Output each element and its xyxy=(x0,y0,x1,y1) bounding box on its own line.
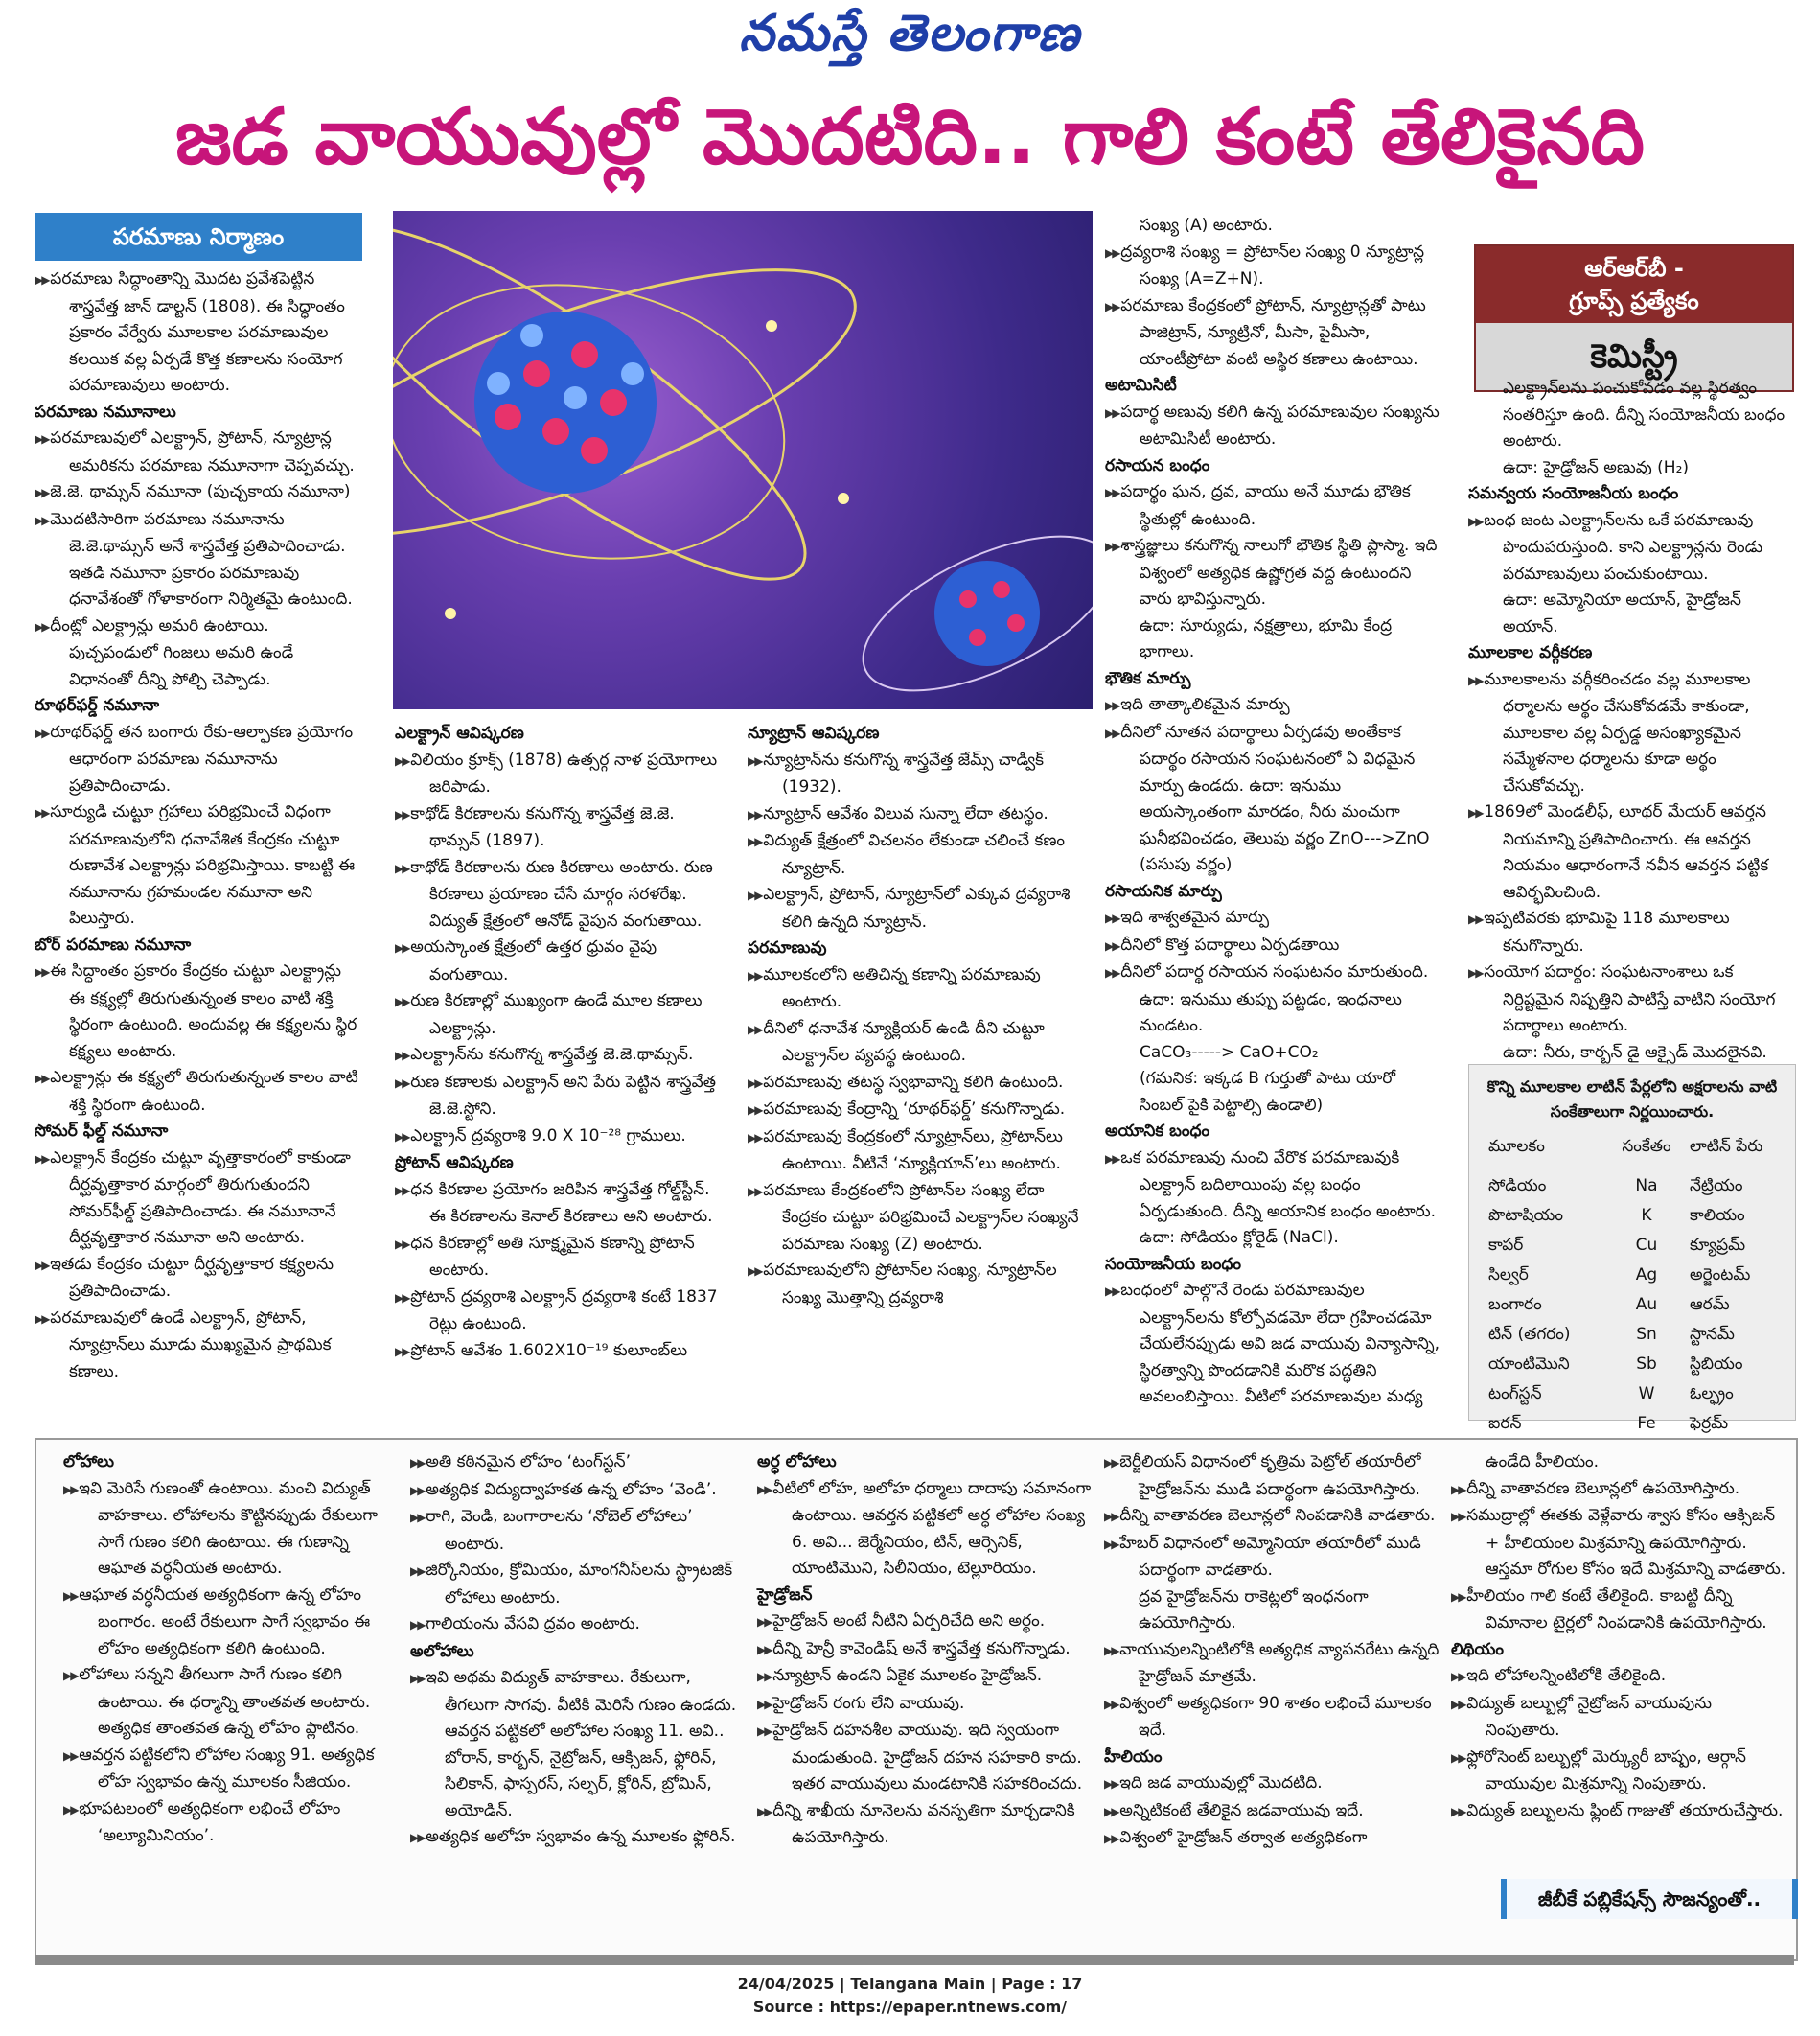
column-1 xyxy=(35,266,362,1385)
paragraph: ▶▶ ఇది జడ వాయువుల్లో మొదటిది. xyxy=(1104,1770,1440,1798)
latin-name: ఫెర్రమ్ xyxy=(1690,1414,1729,1433)
paragraph: ▶▶ పరమాణువు తటస్థ స్వభావాన్ని కలిగి ఉంటుంది. xyxy=(748,1070,1085,1098)
paragraph: ▶▶ పరమాణు కేంద్రకంలో ప్రోటాన్, న్యూట్రాన్లతో పాటు పాజిట్రాన్, న్యూట్రినో, మీసా, పైమీసా, యాంటీప్రోటా వంటి అస్థిర కణాలు ఉంటాయి. xyxy=(1105,293,1442,374)
paragraph: ఉదా: నీరు, కార్బన్ డై ఆక్సైడ్ మొదలైనవి. xyxy=(1503,1042,1767,1062)
symbols-title: కొన్ని మూలకాల లాటిన్ పేర్లలోని అక్షరాలను వాటి సంకేతాలుగా నిర్ణయించారు. xyxy=(1486,1077,1778,1121)
paragraph: ▶▶ న్యూట్రాన్‌ను కనుగొన్న శాస్త్రవేత్త జేమ్స్ చాడ్విక్ (1932). xyxy=(748,748,1085,801)
paragraph: ▶▶ కాథోడ్ కిరణాలను రుణ కిరణాలు అంటారు. రుణ కిరణాలు ప్రయాణం చేసే మార్గం సరళరేఖ. విద్యుత్ క్షేత్రంలో ఆనోడ్ వైపున వంగుతాయి. xyxy=(395,855,726,936)
element-name: పొటాషియం xyxy=(1488,1206,1563,1225)
paragraph: ▶▶ రుణ కణాలకు ఎలక్ట్రాన్ అని పేరు పెట్టిన శాస్త్రవేత్త జె.జె.స్టోని. xyxy=(395,1070,726,1123)
paragraph: ▶▶ పరమాణువు కేంద్రకంలో న్యూట్రాన్‌లు, ప్రోటాన్‌లు ఉంటాయి. వీటినే ‘న్యూక్లియాన్’లు అంటారు. xyxy=(748,1124,1085,1178)
element-name: యాంటిమొని xyxy=(1488,1354,1570,1374)
subheading: హీలియం xyxy=(1104,1747,1163,1767)
subheading: అయానిక బంధం xyxy=(1105,1122,1210,1141)
subheading: న్యూట్రాన్ ఆవిష్కరణ xyxy=(748,724,880,743)
paragraph: ఎలక్ట్రాన్‌లను పంచుకోవడం వల్ల స్థిరత్వం సంతరిస్తూ ఉంది. దీన్ని సంయోజనీయ బంధం అంటారు. xyxy=(1503,379,1785,451)
paragraph: ▶▶ ఇది లోహాలన్నింటిలోకి తేలికైంది. xyxy=(1451,1663,1786,1691)
paragraph: ▶▶ ద్రవ్యరాశి సంఖ్య = ప్రోటాన్‌ల సంఖ్య 0 న్యూట్రాన్ల సంఖ్య (A=Z+N). xyxy=(1105,240,1442,293)
paragraph: ▶▶ మూలకంలోని అతిచిన్న కణాన్ని పరమాణువు అంటారు. xyxy=(748,962,1085,1016)
masthead: నమస్తే తెలంగాణ xyxy=(739,4,1081,62)
paragraph: ▶▶ ఆఘాత వర్ధనీయత అత్యధికంగా ఉన్న లోహం బంగారం. అంటే రేకులుగా సాగే స్వభావం ఈ లోహం అత్యధికంగా కలిగి ఉంటుంది. xyxy=(63,1583,399,1663)
paragraph: ▶▶ మొదటిసారిగా పరమాణు నమూనాను జె.జె.థామ్సన్ అనే శాస్త్రవేత్త ప్రతిపాదించాడు. ఇతడి నమూనా ప్రకారం పరమాణువు ధనావేశంతో గోళాకారంగా నిర్మితమై ఉంటుంది. xyxy=(35,507,362,613)
footer-source: Source : https://epaper.ntnews.com/ xyxy=(752,1998,1068,2016)
paragraph: ▶▶ న్యూట్రాన్ ఉండని ఏకైక మూలకం హైడ్రోజన్. xyxy=(757,1663,1093,1691)
paragraph: ▶▶ ఫ్లోరోసెంట్ బల్బుల్లో మెర్క్యురీ బాష్పం, ఆర్గాన్ వాయువుల మిశ్రమాన్ని నింపుతారు. xyxy=(1451,1745,1786,1798)
footer-bar xyxy=(35,1955,1794,1965)
subheading: రూథర్‌ఫర్డ్ నమూనా xyxy=(35,696,160,715)
paragraph: ▶▶ ఎలక్ట్రాన్‌ను కనుగొన్న శాస్త్రవేత్త జె.జె.థామ్సన్. xyxy=(395,1042,726,1070)
bottom-column-5 xyxy=(1451,1449,1786,1825)
symbols-row xyxy=(1488,1320,1785,1350)
paragraph: ▶▶ ఇతడు కేంద్రకం చుట్టూ దీర్ఘవృత్తాకార కక్ష్యలను ప్రతిపాదించాడు. xyxy=(35,1252,362,1306)
symbols-row xyxy=(1488,1379,1785,1409)
paragraph: ▶▶ విలియం క్రూక్స్ (1878) ఉత్సర్గ నాళ ప్రయోగాలు జరిపాడు. xyxy=(395,748,726,801)
subheading: రసాయన బంధం xyxy=(1105,455,1210,475)
latin-name: ఓల్ఫ్రం xyxy=(1690,1384,1734,1403)
latin-name: కాలియం xyxy=(1690,1206,1745,1225)
element-name: బంగారం xyxy=(1488,1295,1542,1314)
paragraph: ▶▶ దీనిలో కొత్త పదార్థాలు ఏర్పడతాయి xyxy=(1105,933,1442,960)
element-name: సోడియం xyxy=(1488,1176,1547,1195)
subheading: భౌతిక మార్పు xyxy=(1105,668,1191,688)
paragraph: ▶▶ పరమాణువు కేంద్రాన్ని ‘రూథర్‌ఫర్డ్’ కనుగొన్నాడు. xyxy=(748,1097,1085,1124)
paragraph: ద్రవ హైడ్రోజన్‌ను రాకెట్లలో ఇంధనంగా ఉపయోగిస్తారు. xyxy=(1139,1586,1369,1632)
subheading: అలోహాలు xyxy=(410,1641,474,1661)
subheading: అర్ధ లోహాలు xyxy=(757,1452,837,1471)
symbol: Sn xyxy=(1636,1325,1657,1344)
paragraph: ▶▶ రూథర్‌ఫర్డ్ తన బంగారు రేకు-ఆల్ఫాకణ ప్రయోగం ఆధారంగా పరమాణు నమూనాను ప్రతిపాదించాడు. xyxy=(35,720,362,800)
symbol: Sb xyxy=(1636,1354,1657,1374)
paragraph: ▶▶ దీనిలో నూతన పదార్థాలు ఏర్పడవు అంతేకాక పదార్థం రసాయన సంఘటనంలో ఏ విధమైన మార్పు ఉండదు. ఉదా: ఇనుము అయస్కాంతంగా మారడం, నీరు మంచుగా ఘనీభవించడం, తెలుపు వర్ణం ZnO--->ZnO (పసుపు వర్ణం) xyxy=(1105,720,1442,879)
symbols-row xyxy=(1488,1290,1785,1320)
paragraph: ▶▶ అన్నిటికంటే తేలికైన జడవాయువు ఇదే. xyxy=(1104,1798,1440,1826)
latin-name: స్టానమ్ xyxy=(1690,1325,1735,1344)
paragraph: ▶▶ ఎలక్ట్రాన్ ద్రవ్యరాశి 9.0 X 10⁻²⁸ గ్రాములు. xyxy=(395,1123,726,1151)
paragraph: ▶▶ ఇవి అథమ విద్యుత్ వాహకాలు. రేకులుగా, తీగలుగా సాగవు. వీటికి మెరిసే గుణం ఉండదు. ఆవర్తన పట్టికలో అలోహాల సంఖ్య 11. అవి.. బోరాన్, కార్బన్, నైట్రోజన్, ఆక్సిజన్, ఫ్లోరిన్, సిలికాన్, ఫాస్పరస్, సల్ఫర్, క్లోరిన్, బ్రోమిన్, అయోడిన్. xyxy=(410,1665,746,1824)
tab-line-1: ఆర్ఆర్‌బీ - xyxy=(1584,255,1684,282)
subheading: సమన్వయ సంయోజనీయ బంధం xyxy=(1468,484,1679,503)
symbol: Au xyxy=(1635,1295,1658,1314)
paragraph: ▶▶ అయస్కాంత క్షేత్రంలో ఉత్తర ధ్రువం వైపు వంగుతాయి. xyxy=(395,935,726,988)
symbol: Cu xyxy=(1635,1236,1658,1255)
paragraph: ▶▶ ఇది శాశ్వతమైన మార్పు xyxy=(1105,905,1442,933)
paragraph: ▶▶ 1869లో మెండలీఫ్, లూథర్ మేయర్ ఆవర్తన నియమాన్ని ప్రతిపాదించారు. ఈ ఆవర్తన నియమం ఆధారంగానే నవీన ఆవర్తన పట్టిక ఆవిర్భవించింది. xyxy=(1468,799,1794,906)
tab-header xyxy=(1476,246,1792,323)
paragraph: ▶▶ ఆవర్తన పట్టికలోని లోహాల సంఖ్య 91. అత్యధిక లోహ స్వభావం ఉన్న మూలకం సీజియం. xyxy=(63,1743,399,1796)
symbols-header-row xyxy=(1488,1132,1785,1162)
tab-subject: కెమిస్ట్రీ xyxy=(1476,323,1792,390)
symbol: W xyxy=(1638,1384,1655,1403)
symbols-row xyxy=(1488,1171,1785,1201)
paragraph: ▶▶ ఇప్పటివరకు భూమిపై 118 మూలకాలు కనుగొన్నారు. xyxy=(1468,906,1794,960)
subheading: లిథియం xyxy=(1451,1639,1504,1659)
paragraph: ఉదా: సూర్యుడు, నక్షత్రాలు, భూమి కేంద్ర భాగాలు. xyxy=(1140,615,1393,661)
paragraph: ▶▶ పరమాణువులోని ప్రోటాన్‌ల సంఖ్య, న్యూట్రాన్‌ల సంఖ్య మొత్తాన్ని ద్రవ్యరాశి xyxy=(748,1258,1085,1311)
paragraph: ▶▶ పరమాణు సిద్ధాంతాన్ని మొదట ప్రవేశపెట్టిన శాస్త్రవేత్త జాన్ డాల్టన్ (1808). ఈ సిద్ధాంతం ప్రకారం వేర్వేరు మూలకాల పరమాణువుల కలయిక వల్ల ఏర్పడే కొత్త కణాలను సంయోగ పరమాణువులు అంటారు. xyxy=(35,266,362,400)
latin-name: లాటిన్ పేరు xyxy=(1690,1137,1763,1156)
paragraph: ▶▶ విద్యుత్ బల్బులను ఫ్లింట్ గాజుతో తయారుచేస్తారు. xyxy=(1451,1798,1786,1826)
paragraph: ▶▶ ఎలక్ట్రాన్ కేంద్రకం చుట్టూ వృత్తాకారంలో కాకుండా దీర్ఘవృత్తాకార మార్గంలో తిరుగుతుందని సోమర్‌ఫీల్డ్ ప్రతిపాదించాడు. ఈ నమూనానే దీర్ఘవృత్తాకార నమూనా అని అంటారు. xyxy=(35,1145,362,1252)
latin-name: స్టిబియం xyxy=(1690,1354,1743,1374)
element-name: కాపర్ xyxy=(1488,1236,1524,1255)
element-name: ఐరన్ xyxy=(1488,1414,1522,1433)
latin-name: నేట్రియం xyxy=(1690,1176,1743,1195)
paragraph: ▶▶ మూలకాలను వర్గీకరించడం వల్ల మూలకాల ధర్మాలను అర్థం చేసుకోవడమే కాకుండా, మూలకాల వల్ల ఏర్పడ్డ అసంఖ్యాకమైన సమ్మేళనాల ధర్మాలను కూడా అర్థం చేసుకోవచ్చు. xyxy=(1468,667,1794,800)
paragraph: ఉండేది హీలియం. xyxy=(1486,1452,1600,1471)
subheading: పరమాణు నమూనాలు xyxy=(35,402,176,422)
paragraph: ▶▶ పరమాణు కేంద్రకంలోని ప్రోటాన్‌ల సంఖ్య లేదా కేంద్రకం చుట్టూ పరిభ్రమించే ఎలక్ట్రాన్‌ల సంఖ్యనే పరమాణు సంఖ్య (Z) అంటారు. xyxy=(748,1178,1085,1259)
subheading: లోహాలు xyxy=(63,1452,114,1471)
footer-date: 24/04/2025 | Telangana Main | Page : 17 xyxy=(737,1975,1083,1993)
subheading: రసాయనిక మార్పు xyxy=(1105,881,1222,901)
paragraph: ▶▶ జిర్కోనియం, క్రోమియం, మాంగనీస్‌లను స్ట్రాటజిక్ లోహాలు అంటారు. xyxy=(410,1558,746,1611)
column-3 xyxy=(748,721,1085,1311)
subheading: ఎలక్ట్రాన్ ఆవిష్కరణ xyxy=(395,724,524,743)
paragraph: ▶▶ వీటిలో లోహ, అలోహ ధర్మాలు దాదాపు సమానంగా ఉంటాయి. ఆవర్తన పట్టికలో అర్ధ లోహాల సంఖ్య 6. అవి... జెర్మేనియం, టిన్, ఆర్సెనిక్, యాంటిమొని, సిలీనియం, టెల్లూరియం. xyxy=(757,1476,1093,1583)
atom-image xyxy=(393,211,1093,709)
paragraph: ▶▶ న్యూట్రాన్ ఆవేశం విలువ సున్నా లేదా తటస్థం. xyxy=(748,801,1085,829)
latin-name: క్యూప్రమ్ xyxy=(1690,1236,1746,1255)
paragraph: ▶▶ ధన కిరణాల ప్రయోగం జరిపిన శాస్త్రవేత్త గోల్డ్‌స్టీన్. ఈ కిరణాలను కెనాల్ కిరణాలు అని అంటారు. xyxy=(395,1177,726,1231)
paragraph: ▶▶ ధన కిరణాల్లో అతి సూక్ష్మమైన కణాన్ని ప్రోటాన్ అంటారు. xyxy=(395,1231,726,1284)
courtesy-label: జీబీకే పబ్లికేషన్స్ సౌజన్యంతో.. xyxy=(1501,1879,1798,1919)
subheading: ప్రోటాన్ ఆవిష్కరణ xyxy=(395,1153,514,1172)
paragraph: ▶▶ ఎలక్ట్రాన్, ప్రోటాన్, న్యూట్రాన్‌లో ఎక్కువ ద్రవ్యరాశి కలిగి ఉన్నది న్యూట్రాన్. xyxy=(748,882,1085,936)
paragraph: ▶▶ దీన్ని వాతావరణ బెలూన్లలో ఉపయోగిస్తారు. xyxy=(1451,1476,1786,1504)
paragraph: ▶▶ దీనిలో ధనావేశ న్యూక్లియర్ ఉండి దీని చుట్టూ ఎలక్ట్రాన్‌ల వ్యవస్థ ఉంటుంది. xyxy=(748,1016,1085,1070)
paragraph: ▶▶ ప్రోటాన్ ద్రవ్యరాశి ఎలక్ట్రాన్ ద్రవ్యరాశి కంటే 1837 రెట్లు ఉంటుంది. xyxy=(395,1284,726,1338)
paragraph: ▶▶ ఇవి మెరిసే గుణంతో ఉంటాయి. మంచి విద్యుత్ వాహకాలు. లోహాలను కొట్టినప్పుడు రేకులుగా సాగే గుణం కలిగి ఉంటాయి. ఈ గుణాన్ని ఆఘాత వర్ధనీయత అంటారు. xyxy=(63,1476,399,1583)
section-box: పరమాణు నిర్మాణం xyxy=(35,213,362,261)
symbol: Ag xyxy=(1635,1265,1658,1284)
symbols-row xyxy=(1488,1201,1785,1231)
paragraph: ▶▶ ఇది తాత్కాలికమైన మార్పు xyxy=(1105,692,1442,720)
paragraph: ▶▶ బంధ జంట ఎలక్ట్రాన్‌లను ఒకే పరమాణువు పొందుపరుస్తుంది. కాని ఎలక్ట్రాన్లను రెండు పరమాణువులు పంచుకుంటాయి. xyxy=(1468,508,1794,589)
section-tab xyxy=(1474,244,1794,392)
paragraph: ▶▶ పదార్థ అణువు కలిగి ఉన్న పరమాణువుల సంఖ్యను అటామిసిటీ అంటారు. xyxy=(1105,400,1442,453)
paragraph: ▶▶ విశ్వంలో అత్యధికంగా 90 శాతం లభించే మూలకం ఇదే. xyxy=(1104,1691,1440,1745)
symbols-row xyxy=(1488,1231,1785,1261)
subheading: బోర్ పరమాణు నమూనా xyxy=(35,935,192,955)
tab-line-2: గ్రూప్స్ ప్రత్యేకం xyxy=(1569,288,1699,314)
paragraph: ▶▶ విద్యుత్ బల్బుల్లో నైట్రోజన్ వాయువును నింపుతారు. xyxy=(1451,1691,1786,1745)
symbol: సంకేతం xyxy=(1622,1137,1671,1156)
paragraph: ▶▶ హీలియం గాలి కంటే తేలికైంది. కాబట్టి దీన్ని విమానాల టైర్లలో నింపడానికి ఉపయోగిస్తారు. xyxy=(1451,1584,1786,1637)
paragraph: ▶▶ లోహాలు సన్నని తీగలుగా సాగే గుణం కలిగి ఉంటాయి. ఈ ధర్మాన్ని తాంతవత అంటారు. అత్యధిక తాంతవత ఉన్న లోహం ప్లాటినం. xyxy=(63,1662,399,1743)
symbols-row xyxy=(1488,1409,1785,1439)
subheading: పరమాణువు xyxy=(748,938,827,958)
paragraph: (గమనిక: ఇక్కడ B గుర్తుతో పాటు యారో సింబల్ పైకి పెట్టాల్సి ఉండాలి) xyxy=(1140,1069,1395,1115)
paragraph: ▶▶ దీన్ని వాతావరణ బెలూన్లలో నింపడానికి వాడతారు. xyxy=(1104,1503,1440,1531)
bottom-column-3 xyxy=(757,1449,1093,1852)
paragraph: ఉదా: హైడ్రోజన్ అణువు (H₂) xyxy=(1503,457,1690,477)
latin-name: అర్జెంటమ్ xyxy=(1690,1265,1751,1284)
bottom-column-2 xyxy=(410,1449,746,1852)
paragraph: ▶▶ పరమాణువులో ఉండే ఎలక్ట్రాన్, ప్రోటాన్, న్యూట్రాన్‌లు మూడు ముఖ్యమైన ప్రాథమిక కణాలు. xyxy=(35,1306,362,1386)
element-name: సిల్వర్ xyxy=(1488,1265,1529,1284)
paragraph: ▶▶ బంధంలో పాల్గొనే రెండు పరమాణువుల ఎలక్ట్రాన్‌లను కోల్పోవడమో లేదా గ్రహించడమో చేయలేనప్పుడు అవి జడ వాయువు విన్యాసాన్ని, స్థిరత్వాన్ని పొందడానికి మరొక పద్ధతిని అవలంబిస్తాయి. వీటిలో పరమాణువుల మధ్య xyxy=(1105,1278,1442,1411)
paragraph: ▶▶ విశ్వంలో హైడ్రోజన్ తర్వాత అత్యధికంగా xyxy=(1104,1825,1440,1853)
bottom-column-1 xyxy=(63,1449,399,1850)
paragraph: ▶▶ దీంట్లో ఎలక్ట్రాన్లు అమరి ఉంటాయి. పుచ్చపండులో గింజలు అమరి ఉండే విధానంతో దీన్ని పోల్చి చెప్పాడు. xyxy=(35,613,362,694)
symbols-grid xyxy=(1488,1132,1785,1439)
paragraph: ▶▶ సంయోగ పదార్థం: సంఘటనాంశాలు ఒక నిర్దిష్టమైన నిష్పత్తిని పాటిస్తే వాటిని సంయోగ పదార్థాలు అంటారు. xyxy=(1468,960,1794,1040)
paragraph: ▶▶ ఒక పరమాణువు నుంచి వేరొక పరమాణువుకి ఎలక్ట్రాన్ బదిలాయింపు వల్ల బంధం ఏర్పడుతుంది. దీన్ని అయానిక బంధం అంటారు. ఉదా: సోడియం క్లోరైడ్ (NaCl). xyxy=(1105,1145,1442,1252)
symbol: Na xyxy=(1635,1176,1658,1195)
column-4 xyxy=(1105,213,1442,1411)
element-name: మూలకం xyxy=(1488,1137,1545,1156)
paragraph: ▶▶ అతి కఠినమైన లోహం ‘టంగ్‌స్టన్’ xyxy=(410,1449,746,1477)
paragraph: ▶▶ కాథోడ్ కిరణాలను కనుగొన్న శాస్త్రవేత్త జె.జె. థామ్సన్ (1897). xyxy=(395,801,726,855)
paragraph: ▶▶ హైడ్రోజన్ రంగు లేని వాయువు. xyxy=(757,1691,1093,1719)
symbols-row xyxy=(1488,1261,1785,1290)
paragraph: ▶▶ బెర్జీలియస్ విధానంలో కృత్రిమ పెట్రోల్ తయారీలో హైడ్రోజన్‌ను ముడి పదార్థంగా ఉపయోగిస్తారు. xyxy=(1104,1449,1440,1503)
paragraph: ▶▶ దీన్ని హెన్రీ కావెండిష్ అనే శాస్త్రవేత్త కనుగొన్నాడు. xyxy=(757,1636,1093,1664)
paragraph: ▶▶ రాగి, వెండి, బంగారాలను ‘నోబెల్ లోహాలు’ అంటారు. xyxy=(410,1504,746,1558)
headline: జడ వాయువుల్లో మొదటిది.. గాలి కంటే తేలికైనది xyxy=(175,92,1645,181)
paragraph: ▶▶ సూర్యుడి చుట్టూ గ్రహాలు పరిభ్రమించే విధంగా పరమాణువులోని ధనావేశిత కేంద్రకం చుట్టూ రుణావేశ ఎలక్ట్రాన్లు పరిభ్రమిస్తాయి. కాబట్టి ఈ నమూనాను గ్రహమండల నమూనా అని పిలుస్తారు. xyxy=(35,799,362,933)
paragraph: ▶▶ పదార్థం ఘన, ద్రవ, వాయు అనే మూడు భౌతిక స్థితుల్లో ఉంటుంది. xyxy=(1105,479,1442,533)
bottom-column-4 xyxy=(1104,1449,1440,1853)
paragraph: ▶▶ వాయువులన్నింటిలోకి అత్యధిక వ్యాపనరేటు ఉన్నది హైడ్రోజన్ మాత్రమే. xyxy=(1104,1637,1440,1691)
symbol: Fe xyxy=(1637,1414,1656,1433)
paragraph: ▶▶ భూపటలంలో అత్యధికంగా లభించే లోహం ‘అల్యూమినియం’. xyxy=(63,1796,399,1850)
footer xyxy=(0,1973,1820,2019)
element-name: టంగ్‌స్టన్ xyxy=(1488,1384,1542,1403)
paragraph: ▶▶ అత్యధిక విద్యుద్వాహకత ఉన్న లోహం ‘వెండి’. xyxy=(410,1477,746,1505)
subheading: సంయోజనీయ బంధం xyxy=(1105,1254,1242,1274)
paragraph: ▶▶ శాస్త్రజ్ఞులు కనుగొన్న నాలుగో భౌతిక స్థితి ప్లాస్మా. ఇది విశ్వంలో అత్యధిక ఉష్ణోగ్రత వద్ద ఉంటుందని వారు భావిస్తున్నారు. xyxy=(1105,533,1442,613)
paragraph: ఉదా: అమ్మోనియా అయాన్, హైడ్రోజన్ అయాన్. xyxy=(1503,590,1741,636)
subheading: మూలకాల వర్గీకరణ xyxy=(1468,643,1593,662)
paragraph: ▶▶ గాలియంను వేసవి ద్రవం అంటారు. xyxy=(410,1611,746,1639)
subheading: అటామిసిటీ xyxy=(1105,376,1177,395)
column-2 xyxy=(395,721,726,1365)
paragraph: ▶▶ హైడ్రోజన్ అంటే నీటిని ఏర్పరిచేది అని అర్థం. xyxy=(757,1608,1093,1636)
paragraph: ▶▶ అత్యధిక అలోహ స్వభావం ఉన్న మూలకం ఫ్లోరిన్. xyxy=(410,1824,746,1852)
paragraph: ▶▶ ఈ సిద్ధాంతం ప్రకారం కేంద్రకం చుట్టూ ఎలక్ట్రాన్లు ఈ కక్ష్యల్లో తిరుగుతున్నంత కాలం వాటి శక్తి స్థిరంగా ఉంటుంది. అందువల్ల ఈ కక్ష్యలను స్థిర కక్ష్యలు అంటారు. xyxy=(35,959,362,1065)
paragraph: ▶▶ జె.జె. థామ్సన్ నమూనా (పుచ్చకాయ నమూనా) xyxy=(35,479,362,507)
paragraph: ▶▶ ఎలక్ట్రాన్లు ఈ కక్ష్యలో తిరుగుతున్నంత కాలం వాటి శక్తి స్థిరంగా ఉంటుంది. xyxy=(35,1065,362,1119)
subheading: సోమర్ ఫీల్డ్ నమూనా xyxy=(35,1122,169,1141)
paragraph: ▶▶ హేబర్ విధానంలో అమ్మోనియా తయారీలో ముడి పదార్థంగా వాడతారు. xyxy=(1104,1531,1440,1585)
subheading: హైడ్రోజన్ xyxy=(757,1585,813,1605)
symbols-table xyxy=(1468,1064,1796,1433)
symbols-row xyxy=(1488,1350,1785,1379)
paragraph: ▶▶ హైడ్రోజన్ దహనశీల వాయువు. ఇది స్వయంగా మండుతుంది. హైడ్రోజన్ దహన సహకారి కాదు. ఇతర వాయువులు మండటానికి సహకరించదు. xyxy=(757,1718,1093,1798)
symbol: K xyxy=(1641,1206,1652,1225)
paragraph: ▶▶ రుణ కిరణాల్లో ముఖ్యంగా ఉండే మూల కణాలు ఎలక్ట్రాన్లు. xyxy=(395,988,726,1042)
paragraph: ▶▶ దీన్ని శాఖీయ నూనెలను వనస్పతిగా మార్చడానికి ఉపయోగిస్తారు. xyxy=(757,1798,1093,1852)
paragraph: ▶▶ పరమాణువులో ఎలక్ట్రాన్, ప్రోటాన్, న్యూట్రాన్ల అమరికను పరమాణు నమూనాగా చెప్పవచ్చు. xyxy=(35,426,362,479)
paragraph: ▶▶ ప్రోటాన్ ఆవేశం 1.602X10⁻¹⁹ కులూంబ్‌లు xyxy=(395,1338,726,1366)
latin-name: ఆరమ్ xyxy=(1690,1295,1730,1314)
paragraph: సంఖ్య (A) అంటారు. xyxy=(1140,216,1273,235)
paragraph: CaCO₃-----> CaO+CO₂ xyxy=(1140,1042,1319,1062)
element-name: టిన్ (తగరం) xyxy=(1488,1325,1571,1344)
paragraph: ▶▶ సముద్రాల్లో ఈతకు వెళ్లేవారు శ్వాస కోసం ఆక్సిజన్ + హీలియంల మిశ్రమాన్ని ఉపయోగిస్తారు. ఆస్తమా రోగుల కోసం ఇదే మిశ్రమాన్ని వాడతారు. xyxy=(1451,1503,1786,1584)
paragraph: ▶▶ విద్యుత్ క్షేత్రంలో విచలనం లేకుండా చలించే కణం న్యూట్రాన్. xyxy=(748,828,1085,882)
paragraph: ▶▶ దీనిలో పదార్థ రసాయన సంఘటనం మారుతుంది. ఉదా: ఇనుము తుప్పు పట్టడం, ఇంధనాలు మండటం. xyxy=(1105,960,1442,1040)
column-5 xyxy=(1468,376,1794,1066)
